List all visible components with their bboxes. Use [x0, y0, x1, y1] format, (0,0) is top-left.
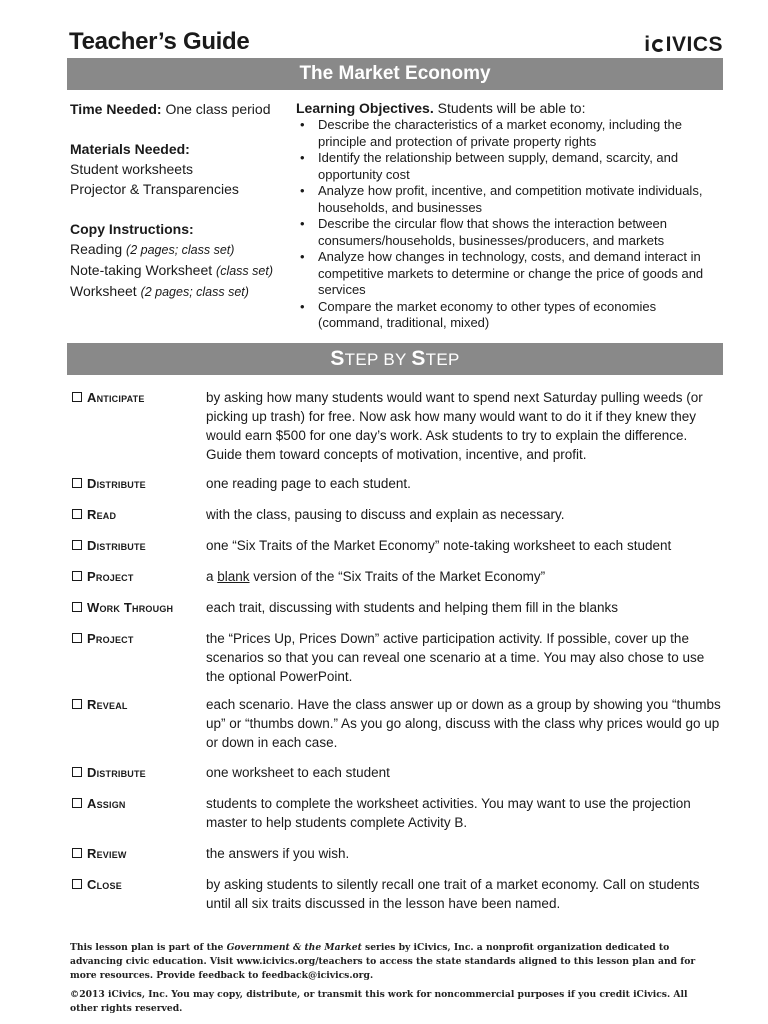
checkbox-icon[interactable]	[72, 848, 82, 858]
step-text: with the class, pausing to discuss and explain as necessary.	[206, 507, 565, 522]
copy-item-name: Note-taking Worksheet	[70, 262, 213, 278]
checkbox-icon[interactable]	[72, 509, 82, 519]
copy-item	[70, 281, 290, 302]
step-text: one reading page to each student.	[206, 476, 411, 491]
step-text: one “Six Traits of the Market Economy” note-taking worksheet to each student	[206, 538, 672, 553]
copy-item-note: (2 pages; class set)	[140, 285, 249, 299]
step-label: Distribute	[72, 765, 207, 780]
step-by-step-banner	[67, 343, 723, 375]
objective-item: • Analyze how profit, incentive, and competition motivate individuals, households, and businesses	[300, 183, 703, 215]
logo-prefix: i	[644, 33, 651, 56]
copy-item	[70, 239, 290, 260]
step-text: each scenario. Have the class answer up or down as a group by showing you “thumbs up” or “thumbs down.” As you go along, discuss with the class why prices would go up or down in each case.	[206, 697, 721, 750]
step-text: the answers if you wish.	[206, 846, 350, 861]
copy-item-name: Worksheet	[70, 283, 137, 299]
series-name: Government & the Market	[226, 942, 362, 953]
bullet-icon: •	[300, 298, 305, 314]
copy-item-note: (class set)	[216, 264, 273, 278]
page-title: Teacher’s Guide	[69, 28, 250, 55]
time-value: One class period	[165, 101, 271, 117]
footer-note: This lesson plan is part of the Government & the Market series by iCivics, Inc. a nonprofit organization dedicated to advancing civic education. Visit www.icivics.org/teachers to access the state standards aligned to this lesson plan and for more resources. Provide feedback to feedback@icivics.org.	[70, 942, 696, 981]
bullet-icon: •	[300, 117, 305, 132]
objective-item: • Describe the characteristics of a market economy, including the principle and protection of private property rights	[300, 117, 682, 149]
objectives-heading	[296, 99, 721, 117]
step-letter: S	[411, 347, 426, 370]
lesson-title-banner: The Market Economy	[67, 58, 723, 90]
step-letter: S	[330, 347, 345, 370]
objective-item: • Compare the market economy to other types of economies (command, traditional, mixed)	[300, 298, 657, 330]
step-label: Read	[72, 507, 207, 522]
logo-suffix: IVICS	[665, 33, 723, 56]
materials-label: Materials Needed:	[70, 141, 190, 157]
checkbox-icon[interactable]	[72, 699, 82, 709]
checkbox-icon[interactable]	[72, 602, 82, 612]
lesson-info	[70, 99, 290, 302]
step-word: TEP	[425, 350, 460, 369]
step-label: Anticipate	[72, 390, 207, 405]
checkbox-icon[interactable]	[72, 879, 82, 889]
copyright: ©2013 iCivics, Inc. You may copy, distribute, or transmit this work for noncommercial purposes if you credit iCivics. All other rights reserved.	[70, 989, 688, 1014]
objective-item: • Analyze how changes in technology, costs, and demand interact in competitive markets to determine or change the price of goods and services	[300, 249, 704, 297]
copy-item-note: (2 pages; class set)	[126, 243, 235, 257]
step-label: Close	[72, 877, 207, 892]
step-text: by asking how many students would want to spend next Saturday pulling weeds (or picking up trash) for free. Now ask how many would want to do it if they knew they would earn $500 for one day’s work. Ask students to try to explain the difference. Guide them toward concepts of motivation, incentive, and profit.	[206, 390, 703, 462]
step-label: Distribute	[72, 538, 207, 553]
step-text: a blank version of the “Six Traits of the Market Economy”	[206, 569, 546, 584]
underlined-word: blank	[217, 569, 250, 584]
page-footer	[70, 941, 710, 1016]
step-label: Distribute	[72, 476, 207, 491]
time-needed	[70, 99, 290, 119]
checkbox-icon[interactable]	[72, 633, 82, 643]
bullet-icon: •	[300, 150, 305, 165]
objectives-intro: Students will be able to:	[437, 100, 586, 116]
step-label: Project	[72, 631, 207, 646]
step-text: the “Prices Up, Prices Down” active participation activity. If possible, cover up the scenarios so that you can reveal one scenario at a time. You may also chose to use the optional PowerPoint.	[206, 631, 705, 684]
objectives-list	[296, 117, 721, 332]
bullet-icon: •	[300, 249, 305, 264]
checkbox-icon[interactable]	[72, 767, 82, 777]
step-label: Project	[72, 569, 207, 584]
bullet-icon: •	[300, 216, 305, 231]
objectives-label: Learning Objectives.	[296, 100, 434, 116]
step-label: Review	[72, 846, 207, 861]
checkbox-icon[interactable]	[72, 478, 82, 488]
material-item: Projector & Transparencies	[70, 181, 239, 197]
checkbox-icon[interactable]	[72, 392, 82, 402]
step-label: Reveal	[72, 697, 207, 712]
learning-objectives	[296, 99, 721, 332]
time-label: Time Needed:	[70, 101, 162, 117]
checkbox-icon[interactable]	[72, 571, 82, 581]
material-item: Student worksheets	[70, 161, 193, 177]
step-text: one worksheet to each student	[206, 765, 390, 780]
step-label: Work Through	[72, 600, 207, 615]
logo-c-icon	[652, 39, 665, 52]
step-label: Assign	[72, 796, 207, 811]
step-text: students to complete the worksheet activities. You may want to use the projection master to help students complete Activity B.	[206, 796, 691, 830]
copy-item	[70, 260, 290, 281]
page-header	[69, 28, 723, 58]
bullet-icon: •	[300, 183, 305, 198]
copy-item-name: Reading	[70, 241, 123, 257]
copy-label: Copy Instructions:	[70, 221, 194, 237]
checkbox-icon[interactable]	[72, 798, 82, 808]
icivics-logo	[644, 33, 723, 57]
objective-item: • Describe the circular flow that shows the interaction between consumers/households, businesses/producers, and markets	[300, 216, 668, 248]
checkbox-icon[interactable]	[72, 540, 82, 550]
step-text: by asking students to silently recall one trait of a market economy. Call on students until all six traits discussed in the lesson have been named.	[206, 877, 700, 911]
step-text: each trait, discussing with students and helping them fill in the blanks	[206, 600, 618, 615]
step-word: TEP BY	[344, 350, 412, 369]
objective-item: • Identify the relationship between supply, demand, scarcity, and opportunity cost	[300, 150, 679, 182]
